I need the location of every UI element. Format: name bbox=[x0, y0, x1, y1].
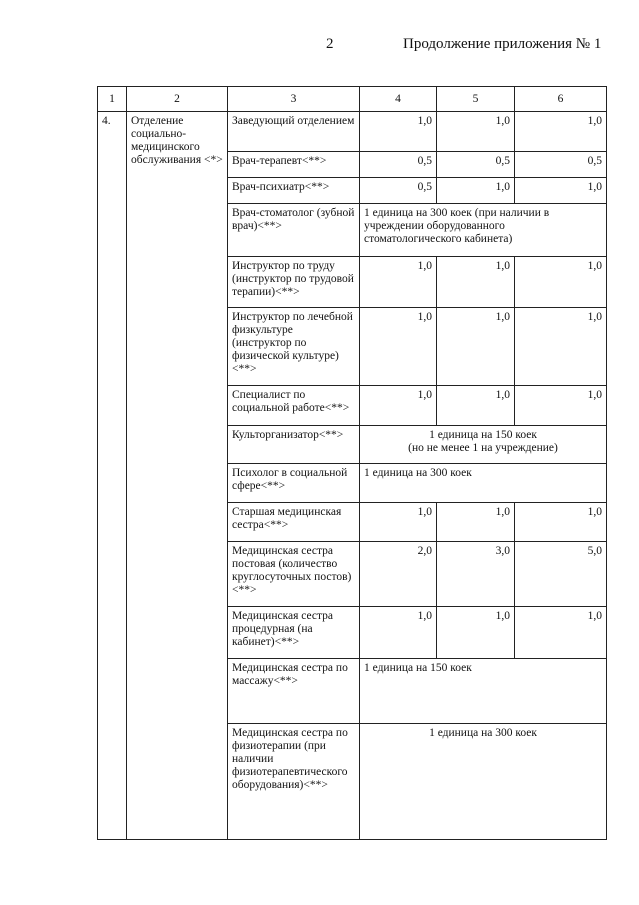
position-note: 1 единица на 300 коек bbox=[360, 464, 607, 503]
header-cell: 6 bbox=[515, 87, 607, 112]
value-col4: 0,5 bbox=[360, 152, 437, 178]
value-col5: 1,0 bbox=[437, 308, 515, 386]
value-col6: 1,0 bbox=[515, 607, 607, 659]
position-title: Врач-стоматолог (зубной врач)<**> bbox=[228, 204, 360, 257]
value-col6: 1,0 bbox=[515, 112, 607, 152]
position-title: Специалист по социальной работе<**> bbox=[228, 386, 360, 426]
header-row bbox=[98, 87, 607, 112]
value-col5: 1,0 bbox=[437, 112, 515, 152]
header-cell: 5 bbox=[437, 87, 515, 112]
position-title: Инструктор по лечебной физкультуре (инструктор по физической культуре) <**> bbox=[228, 308, 360, 386]
value-col4: 1,0 bbox=[360, 257, 437, 308]
value-col6: 1,0 bbox=[515, 308, 607, 386]
header-cell: 4 bbox=[360, 87, 437, 112]
position-note: 1 единица на 300 коек bbox=[360, 724, 607, 840]
position-title: Медицинская сестра процедурная (на кабинет)<**> bbox=[228, 607, 360, 659]
position-title: Заведующий отделением bbox=[228, 112, 360, 152]
continuation-title: Продолжение приложения № 1 bbox=[403, 36, 602, 52]
value-col4: 2,0 bbox=[360, 542, 437, 607]
value-col5: 1,0 bbox=[437, 503, 515, 542]
staffing-table bbox=[97, 86, 607, 840]
page-number: 2 bbox=[326, 36, 334, 52]
row-index: 4. bbox=[98, 112, 127, 840]
position-title: Медицинская сестра по физиотерапии (при наличии физиотерапевтического оборудования)<**> bbox=[228, 724, 360, 840]
position-title: Старшая медицинская сестра<**> bbox=[228, 503, 360, 542]
header-cell: 3 bbox=[228, 87, 360, 112]
position-note: 1 единица на 300 коек (при наличии в учреждении оборудованного стоматологического кабинета) bbox=[360, 204, 607, 257]
value-col5: 1,0 bbox=[437, 386, 515, 426]
header-cell: 1 bbox=[98, 87, 127, 112]
value-col4: 1,0 bbox=[360, 386, 437, 426]
value-col6: 1,0 bbox=[515, 386, 607, 426]
value-col5: 3,0 bbox=[437, 542, 515, 607]
table-row bbox=[98, 112, 607, 152]
value-col6: 5,0 bbox=[515, 542, 607, 607]
value-col6: 1,0 bbox=[515, 503, 607, 542]
value-col6: 1,0 bbox=[515, 178, 607, 204]
position-title: Инструктор по труду (инструктор по трудовой терапии)<**> bbox=[228, 257, 360, 308]
position-note: 1 единица на 150 коек bbox=[360, 659, 607, 724]
position-title: Медицинская сестра по массажу<**> bbox=[228, 659, 360, 724]
value-col4: 1,0 bbox=[360, 607, 437, 659]
value-col4: 1,0 bbox=[360, 112, 437, 152]
header-cell: 2 bbox=[127, 87, 228, 112]
position-title: Врач-терапевт<**> bbox=[228, 152, 360, 178]
position-title: Психолог в социальной сфере<**> bbox=[228, 464, 360, 503]
value-col5: 1,0 bbox=[437, 257, 515, 308]
position-title: Врач-психиатр<**> bbox=[228, 178, 360, 204]
value-col5: 0,5 bbox=[437, 152, 515, 178]
value-col4: 0,5 bbox=[360, 178, 437, 204]
value-col6: 0,5 bbox=[515, 152, 607, 178]
position-note: 1 единица на 150 коек (но не менее 1 на учреждение) bbox=[360, 426, 607, 464]
value-col6: 1,0 bbox=[515, 257, 607, 308]
value-col4: 1,0 bbox=[360, 503, 437, 542]
value-col4: 1,0 bbox=[360, 308, 437, 386]
department-name: Отделение социально-медицинского обслуживания <*> bbox=[127, 112, 228, 840]
value-col5: 1,0 bbox=[437, 178, 515, 204]
value-col5: 1,0 bbox=[437, 607, 515, 659]
position-title: Культорганизатор<**> bbox=[228, 426, 360, 464]
position-title: Медицинская сестра постовая (количество круглосуточных постов)<**> bbox=[228, 542, 360, 607]
